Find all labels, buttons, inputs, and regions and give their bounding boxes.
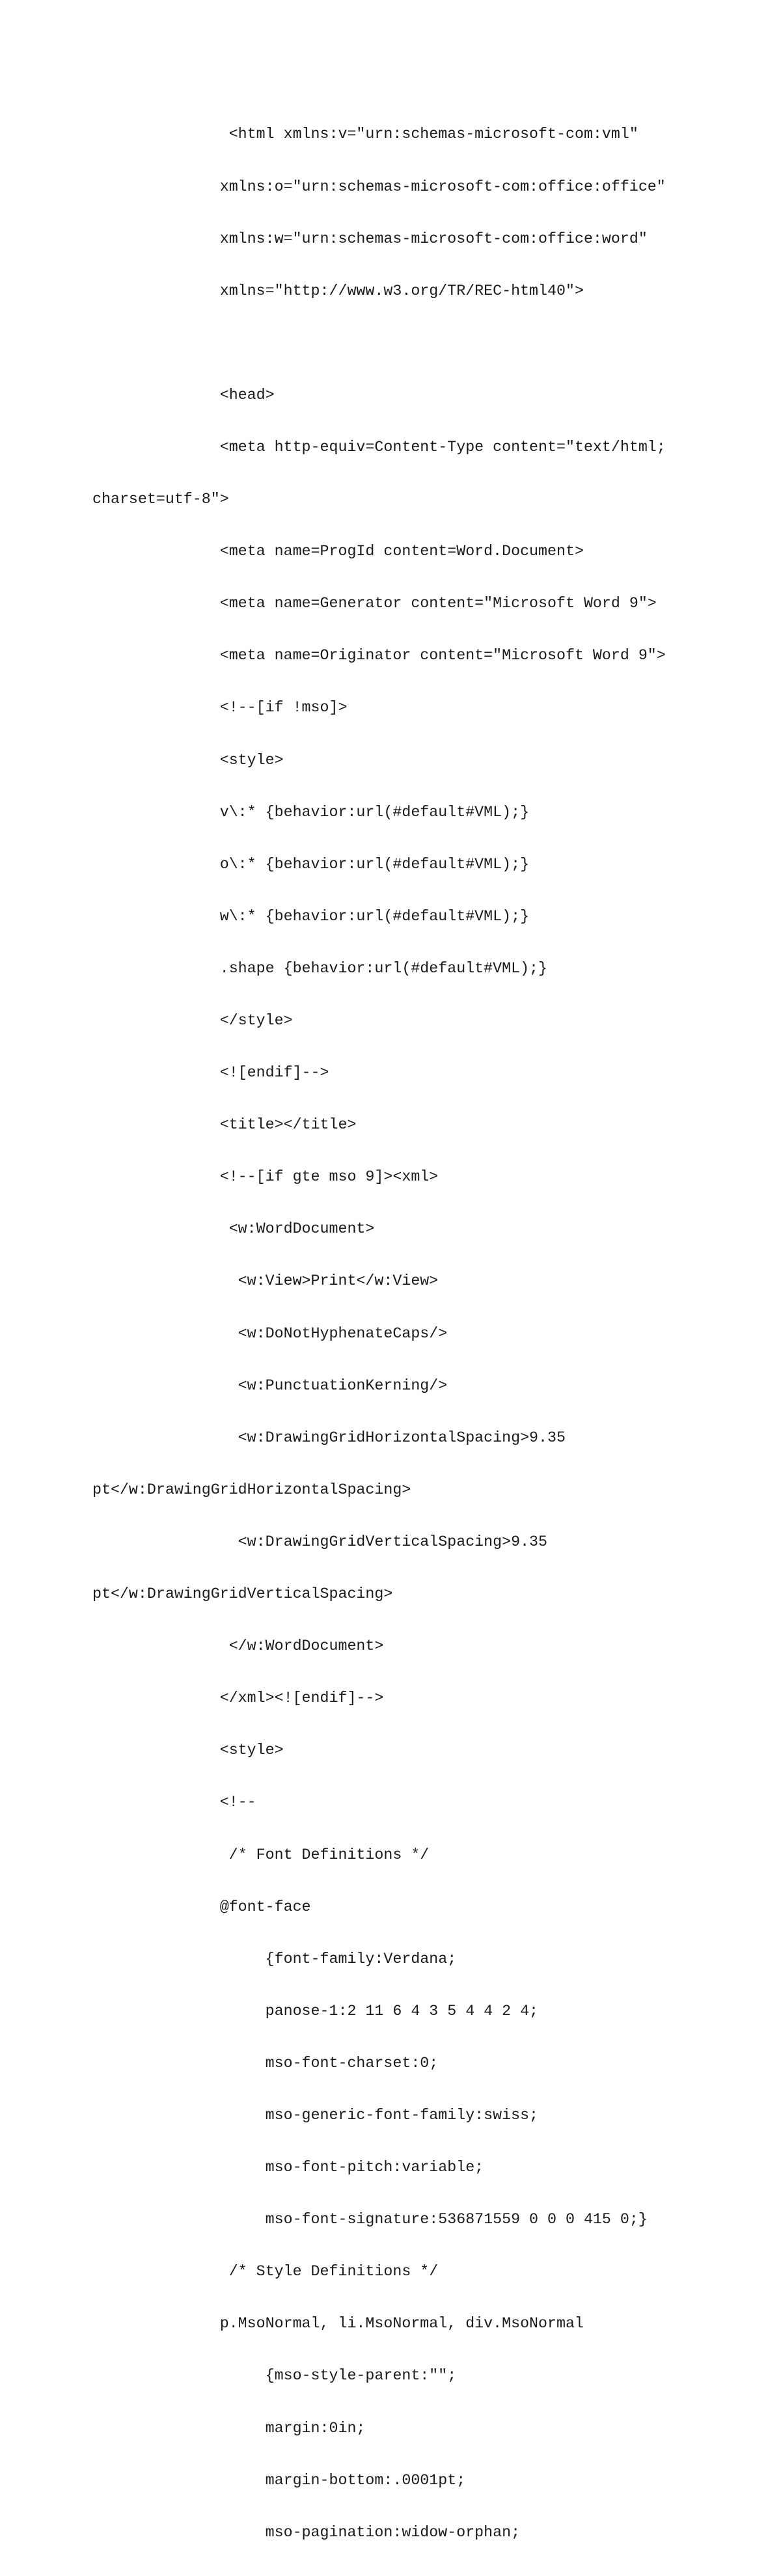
- code-line: <title></title>: [92, 1116, 357, 1134]
- code-line: mso-font-signature:536871559 0 0 0 415 0;}: [92, 2211, 648, 2228]
- code-listing: [92, 91, 743, 2576]
- code-line: v\:* {behavior:url(#default#VML);}: [92, 803, 530, 821]
- code-line: <meta name=Originator content="Microsoft Word 9">: [92, 647, 666, 665]
- code-line: <w:DrawingGridHorizontalSpacing>9.35: [92, 1429, 566, 1446]
- code-line: w\:* {behavior:url(#default#VML);}: [92, 907, 530, 925]
- code-line: <style>: [92, 1742, 284, 1759]
- code-line: pt</w:DrawingGridVerticalSpacing>: [92, 1585, 393, 1603]
- code-line: [92, 335, 743, 352]
- code-line: margin:0in;: [92, 2419, 366, 2437]
- code-line: <meta name=ProgId content=Word.Document>: [92, 543, 584, 560]
- code-line: <head>: [92, 386, 275, 404]
- code-line: <style>: [92, 751, 284, 769]
- code-line: margin-bottom:.0001pt;: [92, 2471, 466, 2489]
- code-line: .shape {behavior:url(#default#VML);}: [92, 959, 548, 977]
- code-line: mso-font-charset:0;: [92, 2054, 439, 2072]
- code-line: <w:DrawingGridVerticalSpacing>9.35: [92, 1533, 548, 1550]
- code-line: mso-font-pitch:variable;: [92, 2159, 484, 2176]
- code-line: </xml><![endif]-->: [92, 1690, 384, 1707]
- code-line: @font-face: [92, 1898, 311, 1915]
- code-line: xmlns="http://www.w3.org/TR/REC-html40">: [92, 282, 584, 299]
- code-line: <w:View>Print</w:View>: [92, 1272, 439, 1290]
- code-line: <html xmlns:v="urn:schemas-microsoft-com:vml": [92, 126, 638, 143]
- code-line: <!--[if gte mso 9]><xml>: [92, 1168, 439, 1186]
- code-line: o\:* {behavior:url(#default#VML);}: [92, 855, 530, 873]
- code-line: <![endif]-->: [92, 1064, 329, 1082]
- code-line: mso-pagination:widow-orphan;: [92, 2523, 521, 2541]
- code-line: panose-1:2 11 6 4 3 5 4 4 2 4;: [92, 2002, 539, 2020]
- code-line: pt</w:DrawingGridHorizontalSpacing>: [92, 1481, 411, 1498]
- code-line: charset=utf-8">: [92, 491, 229, 508]
- code-line: </w:WordDocument>: [92, 1637, 384, 1655]
- code-line: /* Style Definitions */: [92, 2263, 439, 2281]
- code-line: mso-generic-font-family:swiss;: [92, 2106, 539, 2124]
- code-line: xmlns:w="urn:schemas-microsoft-com:office:word": [92, 230, 648, 247]
- code-line: <meta name=Generator content="Microsoft Word 9">: [92, 595, 657, 612]
- code-line: <!--[if !mso]>: [92, 699, 348, 717]
- code-line: /* Font Definitions */: [92, 1846, 430, 1863]
- code-line: {font-family:Verdana;: [92, 1950, 457, 1967]
- code-line: </style>: [92, 1012, 293, 1029]
- code-line: p.MsoNormal, li.MsoNormal, div.MsoNormal: [92, 2315, 584, 2333]
- code-line: <w:PunctuationKerning/>: [92, 1377, 448, 1394]
- code-line: <meta http-equiv=Content-Type content="text/html;: [92, 438, 666, 456]
- code-line: <w:DoNotHyphenateCaps/>: [92, 1324, 448, 1342]
- code-line: <!--: [92, 1794, 256, 1811]
- code-line: <w:WordDocument>: [92, 1220, 375, 1238]
- code-line: {mso-style-parent:"";: [92, 2367, 457, 2385]
- code-line: xmlns:o="urn:schemas-microsoft-com:office:office": [92, 178, 666, 195]
